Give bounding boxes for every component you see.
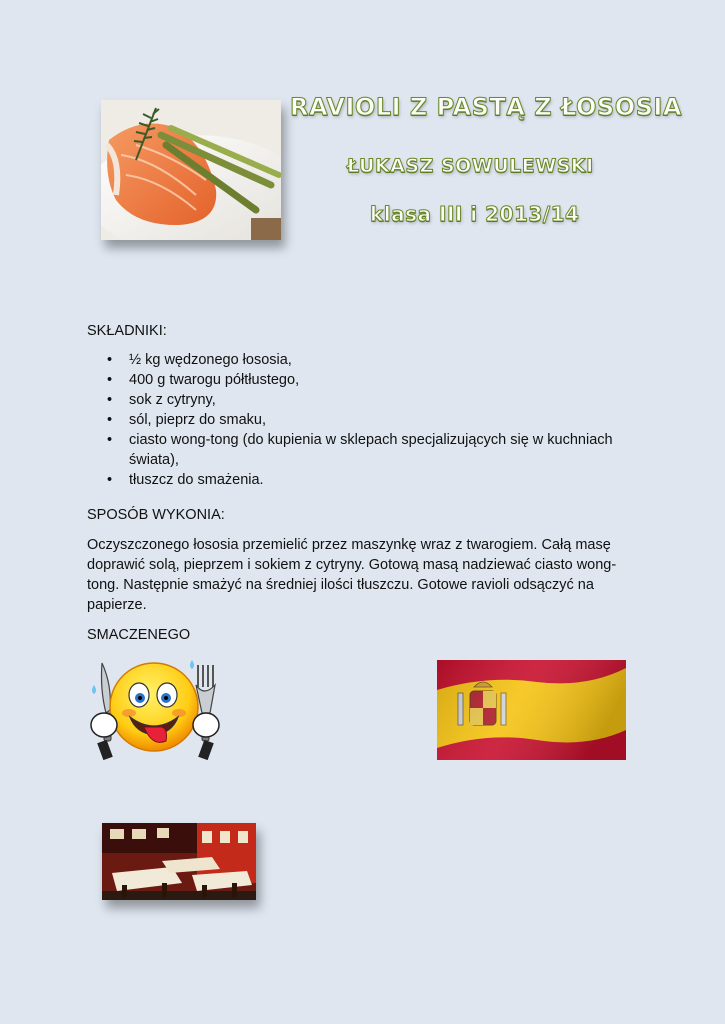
closing-text: SMACZENEGO (87, 627, 191, 643)
restaurant-image (102, 823, 256, 900)
list-item: • 400 g twarogu półtłustego, (87, 370, 627, 390)
list-item: • tłuszcz do smażenia. (87, 470, 627, 490)
spain-flag-photo (437, 660, 626, 760)
method-paragraph: Oczyszczonego łososia przemielić przez maszynkę wraz z twarogiem. Całą masę doprawić solą, pieprzem i sokiem z cytryny. Gotową masą nadziewać ciasto wong-tong. Następnie smażyć na średniej ilości tłuszczu. Gotowe ravioli odsączyć na papierze. (87, 537, 617, 613)
ingredients-list (87, 350, 627, 490)
author-name: ŁUKASZ SOWULEWSKI (347, 155, 594, 177)
class-info: klasa III i 2013/14 (370, 202, 580, 226)
hungry-smiley-image (82, 655, 227, 763)
recipe-title: RAVIOLI Z PASTĄ Z ŁOSOSIA (290, 93, 682, 121)
salmon-image (101, 100, 281, 240)
salmon-photo (101, 100, 281, 240)
list-item: • sok z cytryny, (87, 390, 627, 410)
list-item: • ½ kg wędzonego łososia, (87, 350, 627, 370)
smiley-icon (82, 655, 227, 763)
list-item: • sól, pieprz do smaku, (87, 410, 627, 430)
ingredients-heading: SKŁADNIKI: (87, 323, 167, 339)
list-item: • ciasto wong-tong (do kupienia w sklepach specjalizujących się w kuchniach świata), (87, 430, 627, 470)
restaurant-photo (102, 823, 256, 900)
method-heading: SPOSÓB WYKONIA: (87, 507, 225, 523)
spain-flag-image (437, 660, 626, 760)
